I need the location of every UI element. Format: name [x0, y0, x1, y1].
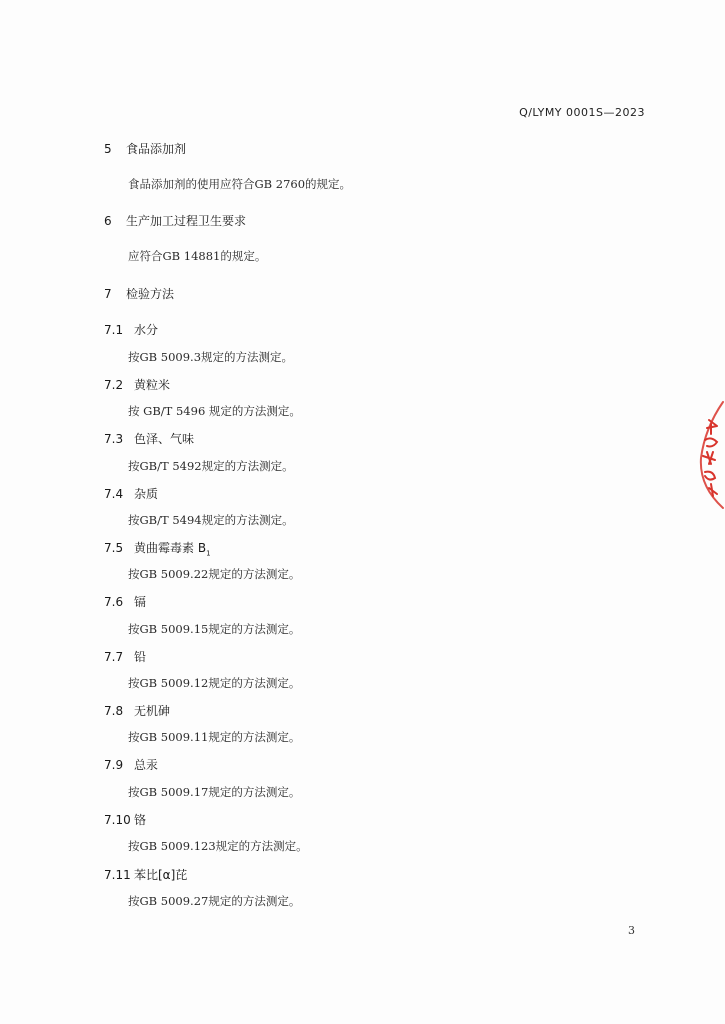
- subsection-number: 7.1: [104, 323, 124, 337]
- document-id: Q/LYMY 0001S—2023: [519, 106, 645, 119]
- subsection-title: 黄曲霉毒素 B: [134, 541, 207, 555]
- subsection-7-11-body: 按GB 5009.27规定的方法测定。: [128, 894, 301, 908]
- subscript: 1: [206, 549, 211, 558]
- section-6-body: 应符合GB 14881的规定。: [128, 249, 267, 263]
- section-6-heading: [104, 212, 246, 229]
- subsection-7-9-body: 按GB 5009.17规定的方法测定。: [128, 785, 301, 799]
- subsection-7-10-body: 按GB 5009.123规定的方法测定。: [128, 839, 308, 853]
- subsection-title: 总汞: [134, 758, 159, 772]
- subsection-title: 杂质: [134, 487, 159, 501]
- subsection-7-2-body: 按 GB/T 5496 规定的方法测定。: [128, 404, 301, 418]
- subsection-7-8-body: 按GB 5009.11规定的方法测定。: [128, 730, 301, 744]
- section-number: 5: [104, 142, 112, 156]
- subsection-7-8-heading: [104, 702, 170, 719]
- subsection-number: 7.3: [104, 432, 124, 446]
- subsection-7-6-heading: [104, 593, 146, 610]
- subsection-7-4-body: 按GB/T 5494规定的方法测定。: [128, 513, 294, 527]
- subsection-title: 黄粒米: [134, 378, 171, 392]
- subsection-7-3-heading: [104, 430, 194, 447]
- subsection-7-11-heading: [104, 866, 187, 883]
- section-number: 7: [104, 287, 112, 301]
- subsection-7-1-body: 按GB 5009.3规定的方法测定。: [128, 350, 294, 364]
- subsection-number: 7.6: [104, 595, 124, 609]
- section-number: 6: [104, 214, 112, 228]
- section-5-body: 食品添加剂的使用应符合GB 2760的规定。: [128, 177, 352, 191]
- subsection-title: 铅: [134, 650, 147, 664]
- subsection-7-5-body: 按GB 5009.22规定的方法测定。: [128, 567, 301, 581]
- section-title: 检验方法: [126, 287, 175, 301]
- subsection-title: 苯比[α]芘: [134, 868, 188, 882]
- subsection-7-5-heading: [104, 539, 211, 557]
- subsection-number: 7.2: [104, 378, 124, 392]
- subsection-7-7-heading: [104, 648, 146, 665]
- subsection-number: 7.4: [104, 487, 124, 501]
- section-title: 食品添加剂: [126, 142, 187, 156]
- subsection-7-7-body: 按GB 5009.12规定的方法测定。: [128, 676, 301, 690]
- subsection-7-4-heading: [104, 485, 158, 502]
- subsection-7-9-heading: [104, 756, 158, 773]
- subsection-7-2-heading: [104, 376, 170, 393]
- section-5-heading: [104, 140, 186, 157]
- subsection-number: 7.11: [104, 868, 131, 882]
- subsection-7-6-body: 按GB 5009.15规定的方法测定。: [128, 622, 301, 636]
- subsection-title: 水分: [134, 323, 159, 337]
- subsection-title: 无机砷: [134, 704, 171, 718]
- subsection-title: 铬: [134, 813, 147, 827]
- section-7-heading: [104, 285, 174, 302]
- section-title: 生产加工过程卫生要求: [126, 214, 247, 228]
- subsection-number: 7.7: [104, 650, 124, 664]
- page-number: 3: [628, 924, 635, 937]
- subsection-title: 色泽、气味: [134, 432, 195, 446]
- subsection-number: 7.8: [104, 704, 124, 718]
- subsection-title: 镉: [134, 595, 147, 609]
- subsection-7-10-heading: [104, 811, 146, 828]
- subsection-7-1-heading: [104, 321, 158, 338]
- subsection-number: 7.10: [104, 813, 131, 827]
- subsection-number: 7.9: [104, 758, 124, 772]
- subsection-7-3-body: 按GB/T 5492规定的方法测定。: [128, 459, 294, 473]
- subsection-number: 7.5: [104, 541, 124, 555]
- seal-stamp-icon: [683, 398, 725, 510]
